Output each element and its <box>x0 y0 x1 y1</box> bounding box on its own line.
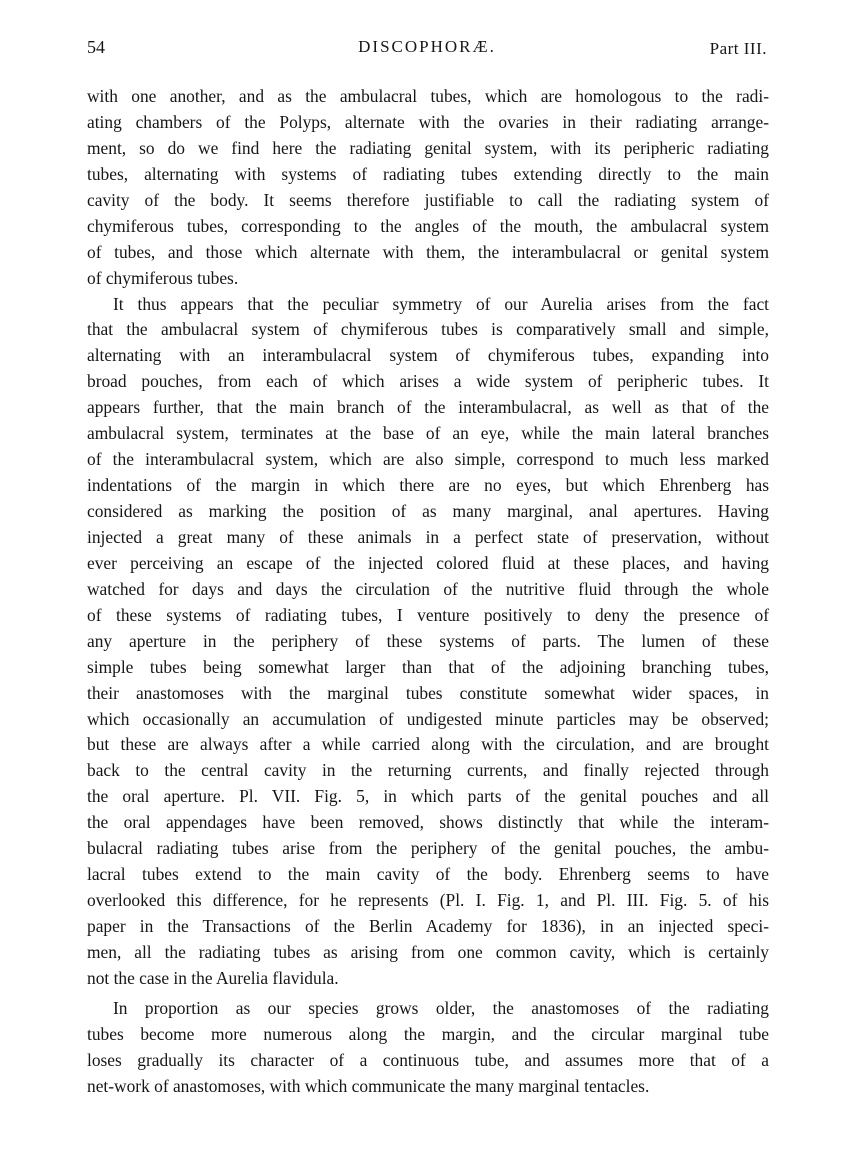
text-line: indentations of the margin in which there are no eyes, but which Ehrenberg has <box>87 475 769 496</box>
text-line: of chymiferous tubes. <box>87 267 239 288</box>
text-line: ambulacral system, terminates at the base of an eye, while the main lateral branches <box>87 423 769 444</box>
text-line: not the case in the Aurelia flavidula. <box>87 967 339 988</box>
body-text <box>87 84 769 1100</box>
text-line: injected a great many of these animals in a perfect state of preservation, without <box>87 526 769 547</box>
running-header <box>87 32 767 62</box>
text-line: alternating with an interambulacral system of chymiferous tubes, expanding into <box>87 345 769 366</box>
text-line: chymiferous tubes, corresponding to the angles of the mouth, the ambulacral system <box>87 215 769 236</box>
text-line: which occasionally an accumulation of undigested minute particles may be observed; <box>87 708 769 729</box>
paragraph-3 <box>87 996 769 1100</box>
text-line: appears further, that the main branch of the interambulacral, as well as that of the <box>87 397 769 418</box>
text-line: lacral tubes extend to the main cavity of the body. Ehrenberg seems to have <box>87 864 769 885</box>
part-label: Part III. <box>709 39 767 58</box>
paragraph-2 <box>87 292 769 992</box>
text-line: In proportion as our species grows older, the anastomoses of the radiating <box>113 997 769 1018</box>
text-line: back to the central cavity in the returning currents, and finally rejected through <box>87 760 769 781</box>
text-line: any aperture in the periphery of these systems of parts. The lumen of these <box>87 630 769 651</box>
running-title: DISCOPHORÆ. <box>358 37 496 56</box>
text-line: of these systems of radiating tubes, I venture positively to deny the presence of <box>87 604 769 625</box>
text-line: the oral aperture. Pl. VII. Fig. 5, in which parts of the genital pouches and all <box>87 786 769 807</box>
text-line: their anastomoses with the marginal tubes constitute somewhat wider spaces, in <box>87 682 769 703</box>
text-line: loses gradually its character of a continuous tube, and assumes more that of a <box>87 1049 769 1070</box>
text-line: of tubes, and those which alternate with them, the interambulacral or genital system <box>87 241 769 262</box>
text-line: ment, so do we find here the radiating genital system, with its peripheric radiating <box>87 137 769 158</box>
text-line: that the ambulacral system of chymiferous tubes is comparatively small and simple, <box>87 319 769 340</box>
text-line: of the interambulacral system, which are also simple, correspond to much less marked <box>87 449 769 470</box>
text-line: ever perceiving an escape of the injected colored fluid at these places, and having <box>87 552 769 573</box>
paragraph-1 <box>87 84 769 292</box>
text-line: simple tubes being somewhat larger than that of the adjoining branching tubes, <box>87 656 769 677</box>
text-line: men, all the radiating tubes as arising from one common cavity, which is certainly <box>87 941 769 962</box>
text-line: bulacral radiating tubes arise from the periphery of the genital pouches, the ambu- <box>87 838 769 859</box>
text-line: tubes, alternating with systems of radiating tubes extending directly to the main <box>87 163 769 184</box>
text-line: broad pouches, from each of which arises a wide system of peripheric tubes. It <box>87 371 769 392</box>
text-line: considered as marking the position of as many marginal, anal apertures. Having <box>87 501 769 521</box>
text-line: overlooked this difference, for he represents (Pl. I. Fig. 1, and Pl. III. Fig. 5. of his <box>87 890 769 911</box>
text-line: but these are always after a while carried along with the circulation, and are brought <box>87 734 769 755</box>
text-line: net-work of anastomoses, with which communicate the many marginal tentacles. <box>87 1075 650 1096</box>
text-line: with one another, and as the ambulacral tubes, which are homologous to the radi- <box>87 86 769 106</box>
text-line: paper in the Transactions of the Berlin Academy for 1836), in an injected speci- <box>87 916 769 936</box>
text-line: watched for days and days the circulation of the nutritive fluid through the whole <box>87 578 769 599</box>
text-line: It thus appears that the peculiar symmetry of our Aurelia arises from the fact <box>113 293 769 314</box>
page-number: 54 <box>87 37 105 57</box>
text-line: cavity of the body. It seems therefore justifiable to call the radiating system of <box>87 189 769 210</box>
text-line: tubes become more numerous along the margin, and the circular marginal tube <box>87 1023 769 1044</box>
text-line: the oral appendages have been removed, shows distinctly that while the interam- <box>87 812 769 833</box>
text-line: ating chambers of the Polyps, alternate with the ovaries in their radiating arrange- <box>87 111 769 132</box>
